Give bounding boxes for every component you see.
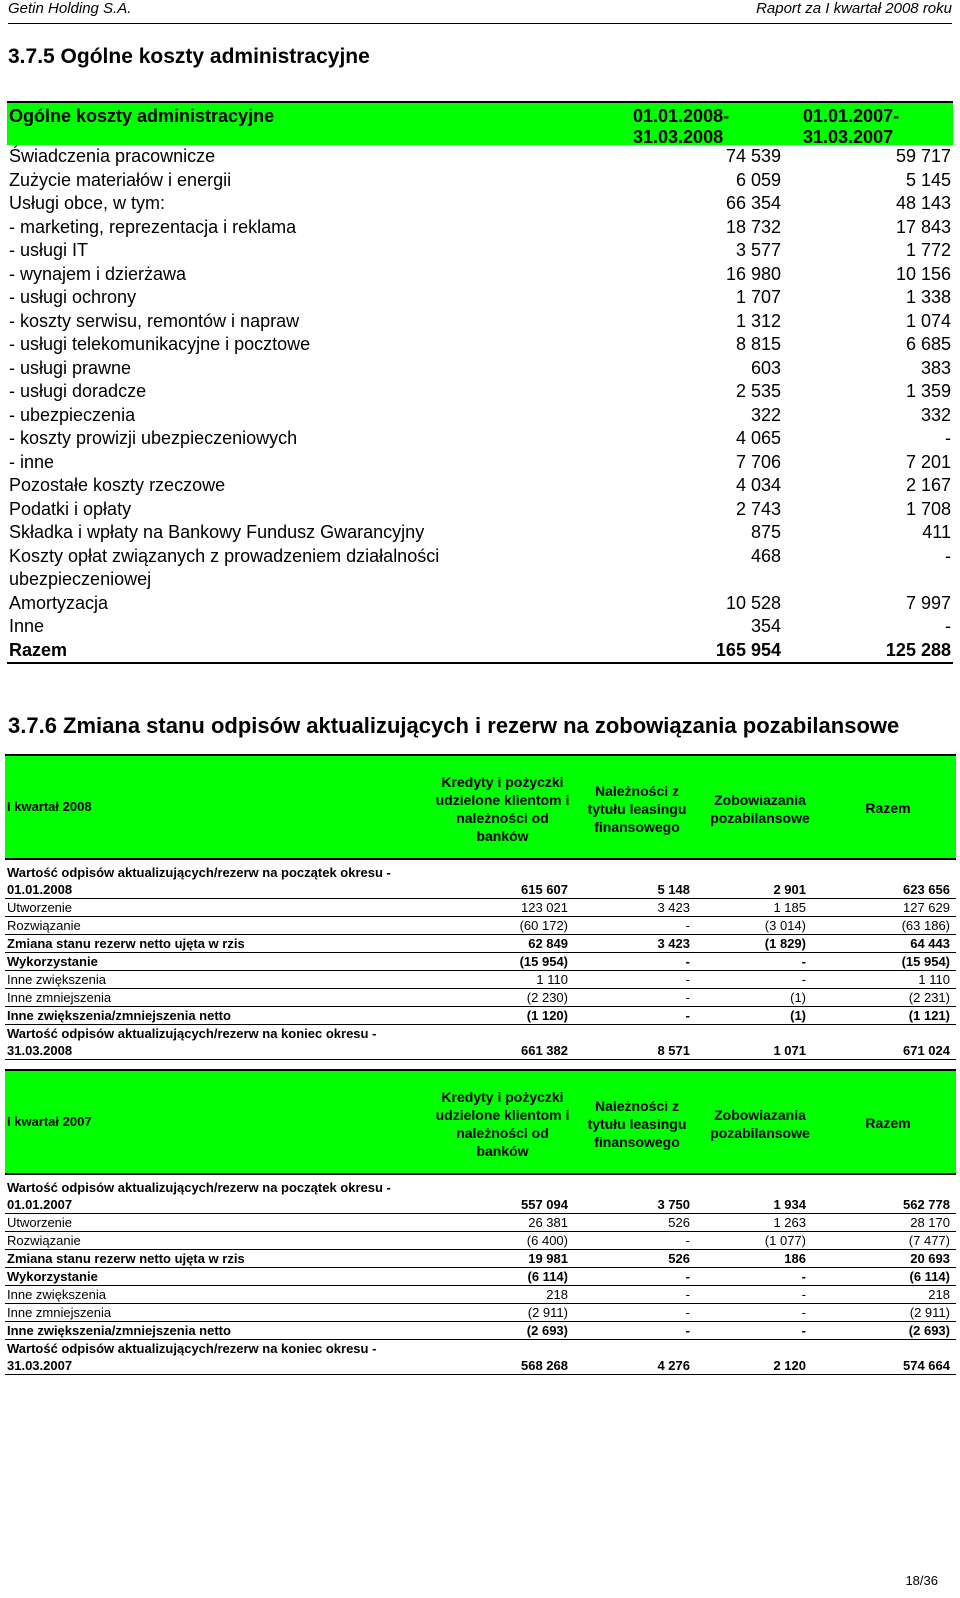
admin-costs-table-header [7, 101, 953, 145]
provisions-table-header [5, 754, 956, 860]
value-loans: 1 110 [536, 972, 568, 987]
value-2008: 354 [750, 616, 781, 636]
value-loans: (2 693) [526, 1323, 568, 1338]
value-leasing: 5 148 [657, 882, 690, 897]
row-label: Zmiana stanu rezerw netto ujęta w rzis [7, 1251, 245, 1266]
value-off-balance: 1 071 [773, 1043, 806, 1058]
table-row [5, 917, 956, 935]
admin-costs-total-row [7, 639, 953, 665]
value-2008: 603 [750, 357, 781, 378]
table-row [5, 971, 956, 989]
value-leasing: 526 [668, 1251, 690, 1266]
col-header-total: Razem [865, 800, 911, 816]
table-row [7, 192, 953, 216]
table-row [5, 1304, 956, 1322]
value-loans: (60 172) [519, 918, 568, 933]
table-row [7, 145, 953, 169]
value-off-balance: - [801, 954, 806, 969]
section-title-provisions: 3.7.6 Zmiana stanu odpisów aktualizujących i rezerw na zobowiązania pozabilansowe [8, 713, 900, 738]
value-total: (6 114) [909, 1269, 950, 1284]
provisions-table-header [5, 1069, 956, 1175]
row-label: Pozostałe koszty rzeczowe [9, 475, 226, 495]
value-off-balance: - [801, 1305, 806, 1320]
value-leasing: - [685, 1233, 690, 1248]
col-header-total: Razem [865, 1115, 911, 1131]
table-row [5, 1250, 956, 1268]
table-row [7, 615, 953, 639]
provisions-table-2007 [5, 1069, 956, 1375]
row-label: Wartość odpisów aktualizujących/rezerw na początek okresu - 01.01.2007 [7, 1180, 391, 1212]
value-leasing: 3 423 [657, 900, 690, 915]
table-row [5, 1007, 956, 1025]
table-row [7, 545, 953, 592]
value-leasing: - [685, 1008, 690, 1023]
row-label: Inne [9, 616, 45, 636]
value-2007: 17 843 [895, 216, 951, 237]
row-label: - usługi doradcze [9, 381, 147, 401]
value-2007: 1 359 [905, 381, 951, 401]
page-number: 18/36 [905, 1573, 938, 1588]
value-loans: 62 849 [528, 936, 568, 951]
page-header [8, 0, 952, 24]
value-total: (63 186) [901, 918, 950, 933]
period-label: I kwartał 2007 [7, 1114, 92, 1129]
row-label: Inne zwiększenia/zmniejszenia netto [7, 1323, 231, 1338]
value-2007: 411 [922, 522, 951, 542]
table-row [7, 310, 953, 334]
value-leasing: - [685, 1269, 690, 1284]
row-label: Składka i wpłaty na Bankowy Fundusz Gwarancyjny [9, 522, 425, 542]
table-row [7, 169, 953, 193]
value-loans: 218 [546, 1287, 568, 1302]
row-label: Inne zwiększenia/zmniejszenia netto [7, 1008, 231, 1023]
value-loans: (2 230) [526, 990, 568, 1005]
value-off-balance: (1) [790, 1008, 806, 1023]
value-2007: 6 685 [905, 334, 951, 354]
row-label: - usługi prawne [9, 357, 132, 378]
table-row [7, 474, 953, 498]
table-row [5, 899, 956, 917]
value-leasing: 3 423 [657, 936, 690, 951]
value-off-balance: - [801, 1287, 806, 1302]
value-2008: 8 815 [735, 334, 781, 354]
row-label: - koszty serwisu, remontów i napraw [9, 310, 300, 331]
col-header-off-balance: Zobowiazania pozabilansowe [710, 792, 810, 826]
value-2008: 322 [750, 404, 781, 425]
table-row [7, 380, 953, 404]
table-row [5, 1179, 956, 1214]
col-header-off-balance: Zobowiazania pozabilansowe [710, 1107, 810, 1141]
value-leasing: - [685, 1305, 690, 1320]
value-leasing: - [685, 972, 690, 987]
value-total: (2 693) [908, 1323, 950, 1338]
value-2008: 3 577 [735, 240, 781, 260]
row-label: Wartość odpisów aktualizujących/rezerw na początek okresu - 01.01.2008 [7, 865, 391, 897]
value-leasing: - [685, 990, 690, 1005]
row-label: Wykorzystanie [7, 1269, 98, 1284]
row-label: - inne [9, 451, 55, 472]
table-row [5, 989, 956, 1007]
value-2008: 66 354 [725, 193, 781, 213]
table-row [5, 953, 956, 971]
value-off-balance: 1 185 [773, 900, 806, 915]
value-loans: (6 400) [526, 1233, 568, 1248]
col-header-leasing: Należności z tytułu leasingu finansowego [587, 1098, 687, 1150]
table-row [7, 427, 953, 451]
value-2008: 468 [750, 545, 781, 566]
table-row [7, 357, 953, 381]
value-total: 218 [928, 1287, 950, 1302]
value-2007: - [945, 428, 951, 448]
row-label: - koszty prowizji ubezpieczeniowych [9, 428, 298, 448]
value-off-balance: (1 829) [764, 936, 806, 951]
value-leasing: - [685, 1323, 690, 1338]
row-label: Koszty opłat związanych z prowadzeniem działalności ubezpieczeniowej [9, 545, 440, 589]
value-loans: (6 114) [527, 1269, 568, 1284]
value-total: (15 954) [901, 954, 950, 969]
value-off-balance: (3 014) [764, 918, 806, 933]
report-title: Raport za I kwartał 2008 roku [756, 0, 952, 17]
value-loans: 615 607 [521, 882, 568, 897]
value-2008: 16 980 [725, 263, 781, 284]
row-label: Świadczenia pracownicze [9, 146, 216, 166]
value-2007: 1 074 [905, 310, 951, 331]
value-2008: 18 732 [725, 216, 781, 237]
table-row [5, 1286, 956, 1304]
value-leasing: - [685, 918, 690, 933]
value-off-balance: (1) [790, 990, 806, 1005]
value-total: 671 024 [903, 1043, 950, 1058]
value-2007: - [945, 616, 951, 636]
row-label: Inne zwiększenia [7, 1287, 106, 1302]
total-2008: 165 954 [715, 639, 781, 660]
row-label: Rozwiązanie [7, 1233, 81, 1248]
table-row [7, 286, 953, 310]
value-off-balance: 2 120 [773, 1358, 806, 1373]
value-total: (2 231) [908, 990, 950, 1005]
provisions-table-2008 [5, 754, 956, 1060]
row-label: Amortyzacja [9, 592, 109, 613]
row-label: - ubezpieczenia [9, 404, 136, 425]
value-2008: 2 535 [735, 381, 781, 401]
value-loans: (15 954) [519, 954, 568, 969]
value-loans: 661 382 [521, 1043, 568, 1058]
row-label: Inne zwiększenia [7, 972, 106, 987]
value-2007: 332 [920, 404, 951, 425]
col-header-loans: Kredyty i pożyczki udzielone klientom i należności od banków [435, 1089, 570, 1159]
value-total: 574 664 [903, 1358, 950, 1373]
value-off-balance: - [801, 1269, 806, 1284]
table-row [5, 864, 956, 899]
value-loans: 26 381 [528, 1215, 568, 1230]
row-label: - wynajem i dzierżawa [9, 263, 187, 284]
value-2008: 7 706 [735, 451, 781, 472]
row-label: - usługi IT [9, 240, 89, 260]
value-off-balance: - [801, 972, 806, 987]
value-total: 1 110 [918, 972, 950, 987]
value-leasing: 526 [668, 1215, 690, 1230]
value-total: 20 693 [910, 1251, 950, 1266]
value-2007: 7 201 [905, 451, 951, 472]
value-2007: 7 997 [905, 592, 951, 613]
row-label: Usługi obce, w tym: [9, 193, 166, 213]
row-label: - marketing, reprezentacja i reklama [9, 216, 297, 237]
value-total: (1 121) [908, 1008, 950, 1023]
table-row [5, 1214, 956, 1232]
col-header-leasing: Należności z tytułu leasingu finansowego [587, 783, 687, 835]
row-label: Wartość odpisów aktualizujących/rezerw na koniec okresu - 31.03.2007 [7, 1341, 377, 1373]
value-2008: 1 312 [735, 310, 781, 331]
value-off-balance: 1 934 [773, 1197, 806, 1212]
admin-costs-table [7, 101, 953, 664]
table-row [7, 592, 953, 616]
value-off-balance: 2 901 [773, 882, 806, 897]
value-2007: 10 156 [895, 263, 951, 284]
table-row [7, 216, 953, 240]
value-loans: (1 120) [526, 1008, 568, 1023]
value-loans: (2 911) [527, 1305, 568, 1320]
table-row [7, 239, 953, 263]
company-name: Getin Holding S.A. [8, 0, 132, 17]
value-2008: 1 707 [735, 287, 781, 307]
value-2007: 2 167 [905, 475, 951, 495]
value-off-balance: (1 077) [764, 1233, 806, 1248]
value-2007: 59 717 [895, 146, 951, 166]
value-leasing: 4 276 [657, 1358, 690, 1373]
table-row [5, 1340, 956, 1375]
value-2007: 1 708 [905, 498, 951, 519]
period-label: I kwartał 2008 [7, 799, 92, 814]
row-label: Zmiana stanu rezerw netto ujęta w rzis [7, 936, 245, 951]
value-2008: 875 [750, 522, 781, 542]
value-total: 64 443 [910, 936, 950, 951]
value-off-balance: 1 263 [773, 1215, 806, 1230]
table-row [5, 1268, 956, 1286]
value-leasing: - [685, 954, 690, 969]
value-leasing: 8 571 [657, 1043, 690, 1058]
row-label: Wartość odpisów aktualizujących/rezerw na koniec okresu - 31.03.2008 [7, 1026, 377, 1058]
total-label: Razem [9, 639, 68, 660]
value-2007: 48 143 [895, 193, 951, 213]
row-label: Rozwiązanie [7, 918, 81, 933]
value-leasing: 3 750 [657, 1197, 690, 1212]
header-label: Ogólne koszty administracyjne [9, 106, 275, 126]
value-2008: 4 065 [735, 428, 781, 448]
value-off-balance: - [801, 1323, 806, 1338]
value-loans: 19 981 [528, 1251, 568, 1266]
header-period-2008: 01.01.2008- 31.03.2008 [633, 106, 730, 147]
col-header-loans: Kredyty i pożyczki udzielone klientom i należności od banków [435, 774, 570, 844]
row-label: - usługi ochrony [9, 287, 137, 307]
value-2007: 383 [920, 357, 951, 378]
row-label: - usługi telekomunikacyjne i pocztowe [9, 334, 311, 354]
table-row [7, 404, 953, 428]
table-row [7, 451, 953, 475]
table-row [7, 521, 953, 545]
value-2008: 4 034 [735, 475, 781, 495]
value-2008: 10 528 [725, 592, 781, 613]
row-label: Utworzenie [7, 900, 73, 915]
table-row [7, 333, 953, 357]
row-label: Inne zmniejszenia [7, 990, 112, 1005]
row-label: Wykorzystanie [7, 954, 98, 969]
value-total: 623 656 [903, 882, 950, 897]
value-total: (2 911) [909, 1305, 950, 1320]
value-loans: 557 094 [521, 1197, 568, 1212]
table-row [5, 1322, 956, 1340]
value-2007: 1 338 [905, 287, 951, 307]
value-loans: 568 268 [521, 1358, 568, 1373]
value-leasing: - [685, 1287, 690, 1302]
value-2007: 5 145 [905, 169, 951, 190]
row-label: Utworzenie [7, 1215, 73, 1230]
table-row [5, 1232, 956, 1250]
total-2007: 125 288 [885, 639, 951, 660]
value-loans: 123 021 [521, 900, 568, 915]
row-label: Zużycie materiałów i energii [9, 169, 232, 190]
table-row [5, 935, 956, 953]
section-title-admin-costs: 3.7.5 Ogólne koszty administracyjne [8, 45, 370, 68]
value-2007: - [945, 545, 951, 566]
value-total: 562 778 [903, 1197, 950, 1212]
value-2008: 74 539 [725, 146, 781, 166]
row-label: Inne zmniejszenia [7, 1305, 112, 1320]
table-row [7, 263, 953, 287]
value-total: (7 477) [908, 1233, 950, 1248]
value-2008: 6 059 [735, 169, 781, 190]
value-total: 127 629 [903, 900, 950, 915]
row-label: Podatki i opłaty [9, 498, 132, 519]
value-off-balance: 186 [784, 1251, 806, 1266]
table-row [7, 498, 953, 522]
value-total: 28 170 [910, 1215, 950, 1230]
value-2007: 1 772 [905, 240, 951, 260]
table-row [5, 1025, 956, 1060]
header-period-2007: 01.01.2007- 31.03.2007 [803, 106, 900, 147]
value-2008: 2 743 [735, 498, 781, 519]
